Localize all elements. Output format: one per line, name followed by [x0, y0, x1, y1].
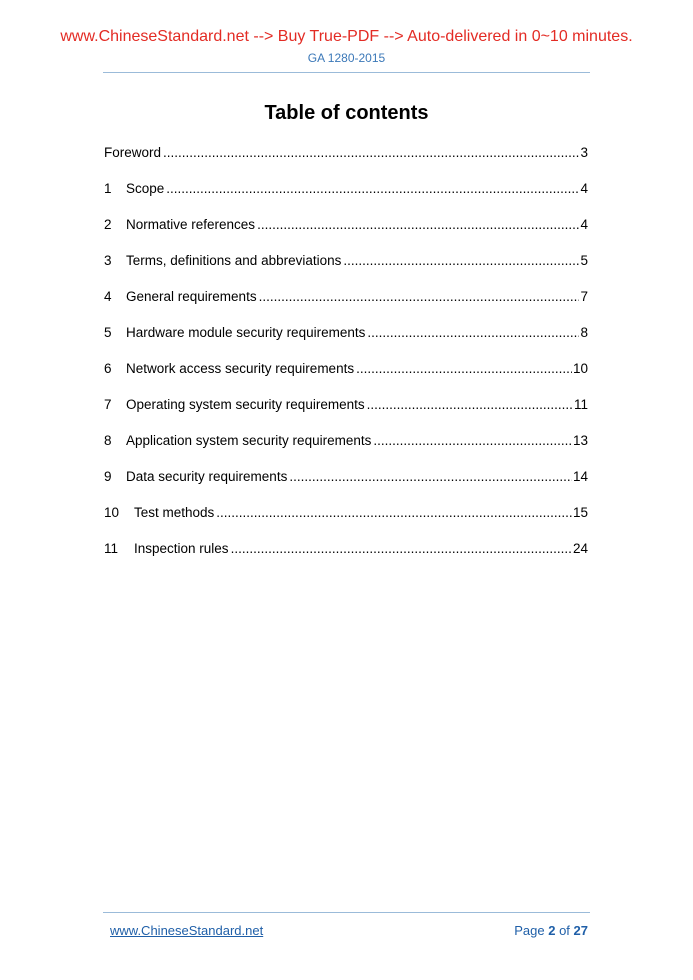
page-total: 27: [573, 923, 588, 938]
toc-entry-label: Foreword: [104, 145, 162, 160]
toc-entry-label: Operating system security requirements: [126, 397, 365, 412]
toc-entry-page: 7: [580, 289, 588, 304]
toc-leader-dots: [166, 181, 579, 196]
toc-entry-8[interactable]: [104, 428, 588, 448]
toc-leader-dots: [259, 289, 580, 304]
toc-entry-page: 3: [580, 145, 588, 160]
toc-entry-label: General requirements: [126, 289, 257, 304]
toc-entry-4[interactable]: [104, 284, 588, 304]
toc-entry-number: 11: [104, 541, 119, 556]
toc-entry-number: 3: [104, 253, 112, 268]
toc-entry-2[interactable]: [104, 212, 588, 232]
toc-leader-dots: [289, 469, 572, 484]
toc-entry-page: 15: [572, 505, 588, 520]
toc-entry-9[interactable]: [104, 464, 588, 484]
toc-entry-number: 10: [104, 505, 120, 520]
toc-entry-page: 10: [572, 361, 588, 376]
toc-entry-10[interactable]: [104, 500, 588, 520]
footer-divider: [103, 912, 590, 913]
toc-entry-label: Inspection rules: [134, 541, 229, 556]
toc-entry-number: 8: [104, 433, 112, 448]
toc-entry-page: 4: [580, 181, 588, 196]
toc-entry-7[interactable]: [104, 392, 588, 412]
page-word: Page: [514, 923, 545, 938]
footer-website-link[interactable]: www.ChineseStandard.net: [110, 923, 264, 938]
footer-page-number: [514, 923, 588, 938]
toc-entry-page: 8: [580, 325, 588, 340]
document-id: GA 1280-2015: [307, 51, 386, 65]
header-banner[interactable]: www.ChineseStandard.net --> Buy True-PDF --> Auto-delivered in 0~10 minutes.: [60, 28, 633, 45]
toc-entry-label: Test methods: [134, 505, 215, 520]
toc-entry-foreword[interactable]: [104, 140, 588, 160]
page-title: Table of contents: [264, 102, 429, 124]
toc-entry-number: 2: [104, 217, 112, 232]
toc-entry-page: 13: [572, 433, 588, 448]
page-of: of: [559, 923, 570, 938]
toc-entry-number: 4: [104, 289, 112, 304]
toc-entry-5[interactable]: [104, 320, 588, 340]
toc-entry-6[interactable]: [104, 356, 588, 376]
toc-entry-label: Data security requirements: [126, 469, 288, 484]
toc-leader-dots: [373, 433, 572, 448]
toc-entry-label: Normative references: [126, 217, 256, 232]
toc-entry-page: 14: [572, 469, 588, 484]
toc-entry-number: 9: [104, 469, 112, 484]
toc-leader-dots: [231, 541, 572, 556]
toc-entry-label: Network access security requirements: [126, 361, 355, 376]
toc-leader-dots: [356, 361, 572, 376]
toc-entry-page: 24: [572, 541, 588, 556]
toc-entry-label: Application system security requirements: [126, 433, 372, 448]
toc-entry-label: Scope: [126, 181, 165, 196]
toc-entry-1[interactable]: [104, 176, 588, 196]
page-current: 2: [548, 923, 556, 938]
toc-leader-dots: [216, 505, 572, 520]
toc-entry-number: 5: [104, 325, 112, 340]
toc-leader-dots: [367, 397, 573, 412]
toc-entry-label: Hardware module security requirements: [126, 325, 366, 340]
toc-leader-dots: [257, 217, 579, 232]
toc-entry-page: 5: [580, 253, 588, 268]
toc-entry-number: 7: [104, 397, 112, 412]
toc-entry-number: 1: [104, 181, 112, 196]
toc-entry-page: 11: [573, 397, 588, 412]
toc-leader-dots: [367, 325, 579, 340]
toc-leader-dots: [163, 145, 579, 160]
header-divider: [103, 72, 590, 73]
toc-entry-number: 6: [104, 361, 112, 376]
toc-entry-3[interactable]: [104, 248, 588, 268]
toc-entry-label: Terms, definitions and abbreviations: [126, 253, 342, 268]
toc-leader-dots: [343, 253, 579, 268]
toc-entry-11[interactable]: [104, 536, 588, 556]
toc-entry-page: 4: [580, 217, 588, 232]
